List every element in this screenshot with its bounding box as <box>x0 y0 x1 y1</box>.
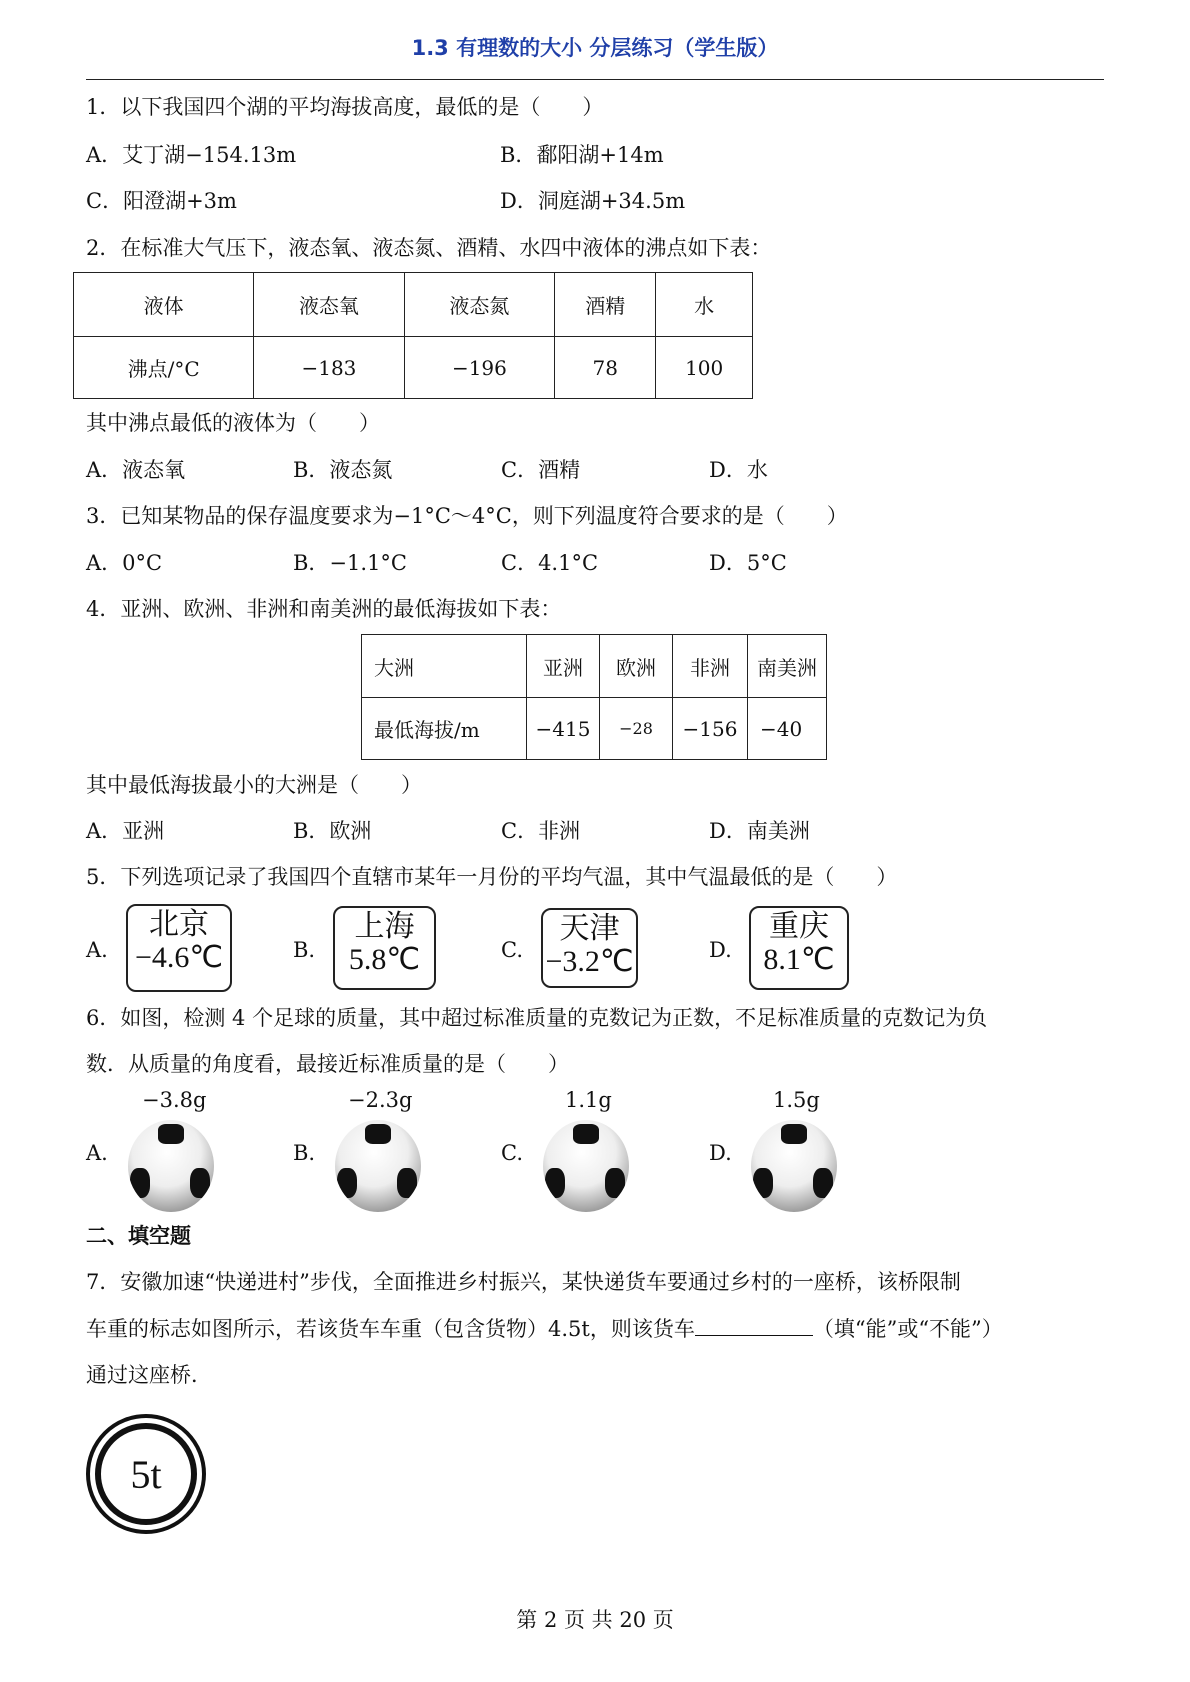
q4-option-a: A．亚洲 <box>86 819 165 843</box>
q4-question: 其中最低海拔最小的大洲是（ ） <box>86 773 422 797</box>
q3-option-c: C．4.1°C <box>501 551 599 575</box>
q6-line1: 6．如图，检测 4 个足球的质量，其中超过标准质量的克数记为正数，不足标准质量的克数记为负 <box>86 1006 988 1030</box>
cell: −28 <box>600 698 673 760</box>
ball-patch <box>158 1124 184 1144</box>
cell: 亚洲 <box>527 635 600 698</box>
q3-stem: 3．已知某物品的保存温度要求为−1°C～4°C，则下列温度符合要求的是（ ） <box>86 504 848 528</box>
q6-label-c: C. <box>501 1141 523 1165</box>
ball-patch <box>365 1124 391 1144</box>
cell: 78 <box>555 337 656 399</box>
ball-patch <box>337 1168 357 1198</box>
q2-table <box>73 272 753 399</box>
city: 上海 <box>354 910 415 943</box>
cell: −415 <box>527 698 600 760</box>
cell: 南美洲 <box>748 635 827 698</box>
q2-question: 其中沸点最低的液体为（ ） <box>86 411 380 435</box>
section-fill-in-title: 二、填空题 <box>86 1224 191 1248</box>
ball-patch <box>130 1168 150 1198</box>
cell: 非洲 <box>673 635 748 698</box>
q4-option-b: B．欧洲 <box>293 819 372 843</box>
q4-option-c: C．非洲 <box>501 819 581 843</box>
temp: −4.6℃ <box>134 941 224 974</box>
sign-text: 5t <box>95 1423 197 1525</box>
q7-line2 <box>86 1319 1003 1340</box>
q2-option-b: B．液态氮 <box>293 458 393 482</box>
soccer-ball-image <box>335 1120 421 1212</box>
cell: 水 <box>656 273 753 337</box>
ball-patch <box>753 1168 773 1198</box>
ball-patch <box>190 1168 210 1198</box>
temp: 5.8℃ <box>348 943 421 976</box>
q4-table <box>361 634 827 760</box>
temp: −3.2℃ <box>545 945 634 978</box>
cell: 100 <box>656 337 753 399</box>
q6-mass-a: −3.8g <box>142 1088 207 1112</box>
q1-stem: 1．以下我国四个湖的平均海拔高度，最低的是（ ） <box>86 95 604 119</box>
q1-option-c: C．阳澄湖+3m <box>86 189 237 213</box>
q5-label-d: D. <box>709 938 732 962</box>
q7-line1: 7．安徽加速“快递进村”步伐，全面推进乡村振兴，某快递货车要通过乡村的一座桥，该桥限制 <box>86 1270 961 1294</box>
q5-card-shanghai <box>333 906 436 990</box>
cell: 液态氧 <box>254 273 404 337</box>
temp: 8.1℃ <box>763 943 835 976</box>
cell: 欧洲 <box>600 635 673 698</box>
q5-card-chongqing <box>749 906 849 990</box>
page-title: 1.3 有理数的大小 分层练习（学生版） <box>411 36 779 60</box>
q5-card-beijing <box>126 904 232 992</box>
cell: −40 <box>748 698 827 760</box>
weight-limit-sign <box>86 1414 206 1534</box>
q2-option-d: D．水 <box>709 458 768 482</box>
soccer-ball-image <box>543 1120 629 1212</box>
q2-option-c: C．酒精 <box>501 458 581 482</box>
ball-patch <box>545 1168 565 1198</box>
ball-patch <box>605 1168 625 1198</box>
q1-option-b: B．鄱阳湖+14m <box>500 143 664 167</box>
q5-label-b: B. <box>293 938 316 962</box>
q7-line3: 通过这座桥． <box>86 1363 212 1387</box>
cell: 酒精 <box>555 273 656 337</box>
q6-mass-d: 1.5g <box>773 1088 820 1112</box>
cell: −196 <box>404 337 554 399</box>
city: 天津 <box>559 912 620 945</box>
q3-option-d: D．5°C <box>709 551 787 575</box>
answer-blank[interactable] <box>695 1335 813 1336</box>
q6-mass-b: −2.3g <box>348 1088 413 1112</box>
q7-line2-hint: （填“能”或“不能”） <box>812 1317 1003 1341</box>
soccer-ball-image <box>751 1120 837 1212</box>
ball-patch <box>397 1168 417 1198</box>
q6-label-d: D. <box>709 1141 732 1165</box>
q2-stem: 2．在标准大气压下，液态氧、液态氮、酒精、水四中液体的沸点如下表： <box>86 236 772 260</box>
q4-stem: 4．亚洲、欧洲、非洲和南美洲的最低海拔如下表： <box>86 597 562 621</box>
ball-patch <box>781 1124 807 1144</box>
q3-option-a: A．0°C <box>86 551 163 575</box>
cell: 最低海拔/m <box>362 698 527 760</box>
q2-option-a: A．液态氧 <box>86 458 186 482</box>
q1-option-d: D．洞庭湖+34.5m <box>500 189 686 213</box>
q6-line2: 数．从质量的角度看，最接近标准质量的是（ ） <box>86 1052 569 1076</box>
ball-patch <box>813 1168 833 1198</box>
q6-label-b: B. <box>293 1141 316 1165</box>
header-rule <box>86 79 1104 80</box>
q1-option-a: A．艾丁湖−154.13m <box>86 143 297 167</box>
cell: 沸点/°C <box>74 337 254 399</box>
q5-label-a: A. <box>86 938 108 962</box>
cell: 液态氮 <box>404 273 554 337</box>
cell: 大洲 <box>362 635 527 698</box>
cell: −183 <box>254 337 404 399</box>
soccer-ball-image <box>128 1120 214 1212</box>
cell: 液体 <box>74 273 254 337</box>
q3-option-b: B．−1.1°C <box>293 551 407 575</box>
q5-label-c: C. <box>501 938 523 962</box>
q4-option-d: D．南美洲 <box>709 819 810 843</box>
q7-line2-text: 车重的标志如图所示，若该货车车重（包含货物）4.5t，则该货车 <box>86 1317 695 1341</box>
city: 重庆 <box>769 910 829 943</box>
q5-stem: 5．下列选项记录了我国四个直辖市某年一月份的平均气温，其中气温最低的是（ ） <box>86 865 898 889</box>
q6-mass-c: 1.1g <box>565 1088 612 1112</box>
q6-label-a: A. <box>86 1141 108 1165</box>
q5-card-tianjin <box>541 908 638 988</box>
page-footer: 第 2 页 共 20 页 <box>516 1608 674 1632</box>
ball-patch <box>573 1124 599 1144</box>
cell: −156 <box>673 698 748 760</box>
city: 北京 <box>149 908 209 941</box>
